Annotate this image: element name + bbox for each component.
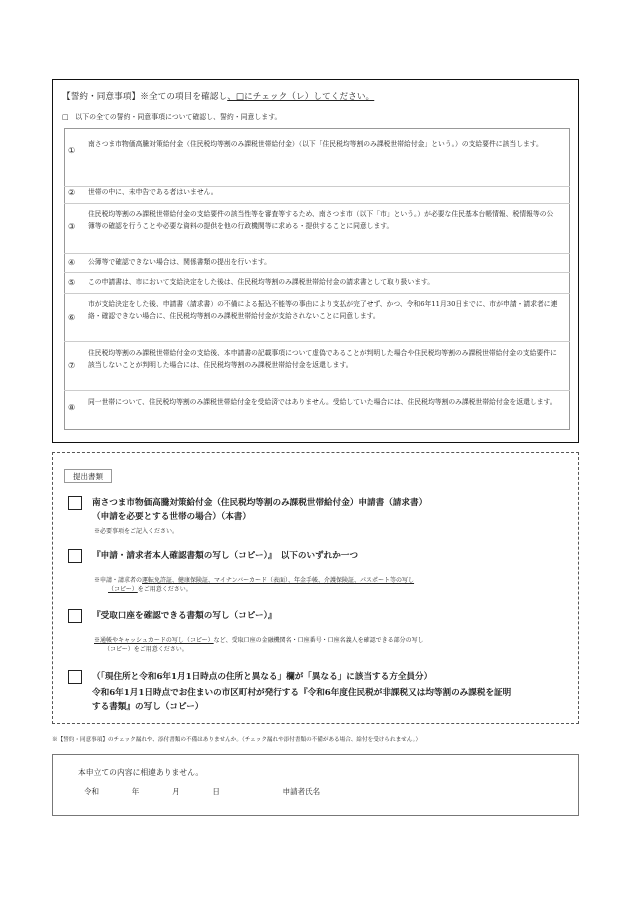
check-all-consent-checkbox[interactable]: □ 以下の全ての誓約・同意事項について確認し、誓約・同意します。	[62, 113, 282, 121]
consent-item-number: ⑧	[68, 403, 76, 412]
consent-item-number: ②	[68, 188, 76, 197]
signature-statement: 本申立ての内容に相違ありません。	[78, 768, 204, 777]
consent-heading	[62, 90, 374, 102]
row-divider	[64, 390, 570, 391]
consent-item-text: 住民税均等割のみ課税世帯給付金の支給要件の該当性等を審査等するため、南さつま市（以下「市」という。）が必要な住民基本台帳情報、税情報等の公簿等の確認を行うことや必要な資料の提供を他の行政機関等に求める・提供することに同意します。	[88, 210, 554, 230]
consent-item-text: この申請書は、市において支給決定をした後は、住民税均等割のみ課税世帯給付金の請求書として取り扱います。	[88, 278, 435, 286]
consent-item-text: 住民税均等割のみ課税世帯給付金の支給後、本申請書の記載事項について虚偽であることが判明した場合や住民税均等割のみ課税世帯給付金の支給要件に該当しないことが判明した場合には、住民税均等割のみ課税世帯給付金を返還します。	[88, 349, 557, 369]
row-divider	[64, 253, 570, 254]
applicant-name-label: 申請者氏名	[282, 787, 321, 796]
consent-item-number: ⑤	[68, 278, 76, 287]
doc1-title	[92, 496, 562, 524]
row-divider	[64, 341, 570, 342]
consent-item-number: ⑥	[68, 313, 76, 322]
documents-label: 提出書類	[64, 469, 112, 483]
doc2-note-prefix: ※申請・請求者の	[94, 577, 143, 584]
era-label: 令和	[84, 787, 99, 796]
consent-heading-prefix: 【誓約・同意事項】※全ての項目を確認し	[62, 92, 228, 102]
month-label: 月	[172, 787, 180, 796]
row-divider	[64, 272, 570, 273]
doc1-title-line1: 南さつま市物価高騰対策給付金（住民税均等割のみ課税世帯給付金）申請書（請求書）	[92, 498, 428, 508]
consent-item-text: 公簿等で確認できない場合は、関係書類の提出を行います。	[88, 258, 271, 266]
year-label: 年	[131, 787, 140, 796]
doc4-line2: 令和6年1月1日時点でお住まいの市区町村が発行する『令和6年度住民税が非課税又は均等割のみ課税を証明	[92, 688, 512, 698]
row-divider	[64, 203, 570, 204]
consent-item-text: 世帯の中に、未申告である者はいません。	[88, 188, 218, 196]
consent-item-number: ③	[68, 222, 76, 231]
doc3-title: 『受取口座を確認できる書類の写し（コピー）』	[92, 611, 277, 621]
consent-item-number: ④	[68, 258, 76, 267]
doc3-note-suffix: （コピー）をご用意ください。	[104, 646, 188, 653]
consent-heading-instruction: 、□にチェック（レ）してください。	[227, 92, 375, 102]
consent-item-text: 南さつま市物価高騰対策給付金（住民税均等割のみ課税世帯給付金）（以下「住民税均等割のみ課税世帯給付金」という。）の支給要件に該当します。	[88, 140, 543, 148]
doc3-note-detail: など、受取口座の金融機関名・口座番号・口座名義人を確認できる部分の写し	[213, 637, 424, 644]
doc3-note	[94, 636, 564, 654]
consent-item-text: 市が支給決定をした後、申請書（請求書）の不備による振込不能等の事由により支払が完了せず、かつ、令和6年11月30日までに、市が申請・請求者に連絡・確認できない場合に、住民税均等割のみ課税世帯給付金が支給されないことに同意します。	[88, 300, 558, 320]
doc1-note: ※必要事項をご記入ください。	[94, 528, 179, 535]
doc3-checkbox[interactable]	[68, 609, 82, 623]
doc2-title: 『申請・請求者本人確認書類の写し（コピー）』 以下のいずれか一つ	[92, 551, 359, 561]
row-divider	[64, 293, 570, 294]
consent-item-number: ⑦	[68, 361, 76, 370]
consent-item-text: 同一世帯について、住民税均等割のみ課税世帯給付金を受給済ではありません。受給していた場合には、住民税均等割のみ課税世帯給付金を返還します。	[88, 398, 557, 406]
doc2-checkbox[interactable]	[68, 549, 82, 563]
doc4-checkbox[interactable]	[68, 670, 82, 684]
doc2-note-suffix: をご用意ください。	[137, 586, 192, 593]
doc2-note-docs: 運転免許証、健康保険証、マイナンバーカード（表面）、年金手帳、介護保険証、パスポート等の写し	[142, 577, 415, 584]
day-label: 日	[212, 787, 220, 796]
consent-item-number: ①	[68, 146, 76, 155]
doc4-title	[92, 670, 562, 714]
signature-date-row	[84, 786, 320, 797]
doc1-checkbox[interactable]	[68, 496, 82, 510]
doc4-condition: （「現住所と令和6年1月1日時点の住所と異なる」欄が「異なる」に該当する方全員分）	[92, 672, 433, 682]
doc3-note-docs: ※通帳やキャッシュカードの写し（コピー）	[94, 637, 214, 644]
doc4-line3: する書類』の写し（コピー）	[92, 702, 204, 712]
doc1-title-line2: （申請を必要とする世帯の場合）（本書）	[92, 512, 251, 522]
signature-frame	[52, 754, 579, 816]
doc2-note	[94, 576, 564, 594]
footnote: ※【誓約・同意事項】のチェック漏れや、添付書類の不備はありませんか。（チェック漏れや添付書類の不備がある場合、給付を受けられません。）	[52, 737, 422, 743]
doc2-note-copy: （コピー）	[108, 586, 138, 593]
